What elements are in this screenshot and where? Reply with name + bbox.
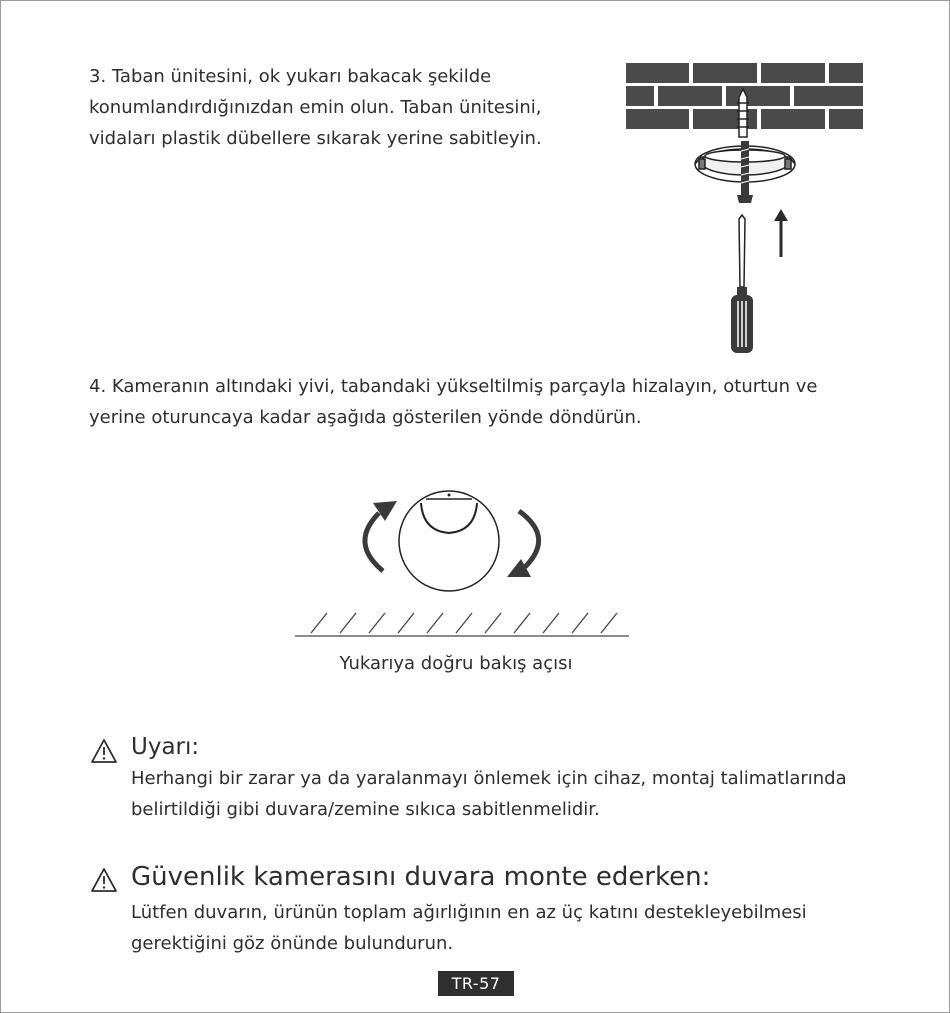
wall-mount-warning-text: Lütfen duvarın, ürünün toplam ağırlığının en az üç katını destekleyebilmesi gerektiğini göz önünde bulundurun.: [131, 902, 807, 954]
screwdriver-icon: [731, 215, 753, 353]
camera-rotation-illustration: [291, 481, 636, 643]
warning-title: Uyarı:: [131, 734, 200, 760]
ground-hatch: [295, 613, 629, 636]
page-number: TR-57: [438, 971, 514, 996]
warning-triangle-icon: [90, 738, 118, 764]
camera-dome: [399, 491, 499, 591]
rotate-counterclockwise-arrow-icon: [365, 513, 383, 571]
figure-caption: Yukarıya doğru bakış açısı: [339, 653, 573, 674]
wall-mount-warning-title: Güvenlik kamerasını duvara monte ederken:: [131, 862, 711, 892]
up-arrow-icon: [774, 209, 788, 257]
warning-text: Herhangi bir zarar ya da yaralanmayı önlemek için cihaz, montaj talimatlarında belirtildiği gibi duvara/zemine sıkıca sabitlenmelidir.: [131, 768, 847, 820]
rotate-clockwise-arrow-icon: [519, 511, 539, 567]
screw-and-dowel: [737, 89, 749, 137]
step-4-text: 4. Kameranın altındaki yivi, tabandaki yükseltilmiş parçayla hizalayın, oturtun ve yerine oturuncaya kadar aşağıda gösterilen yönde döndürün.: [89, 376, 818, 428]
warning-triangle-icon: [90, 867, 118, 893]
step-3-text: 3. Taban ünitesini, ok yukarı bakacak şekilde konumlandırdığınızdan emin olun. Taban ünitesini, vidaları plastik dübellere sıkarak yerine sabitleyin.: [89, 66, 542, 149]
wall-mount-illustration: [621, 59, 871, 359]
